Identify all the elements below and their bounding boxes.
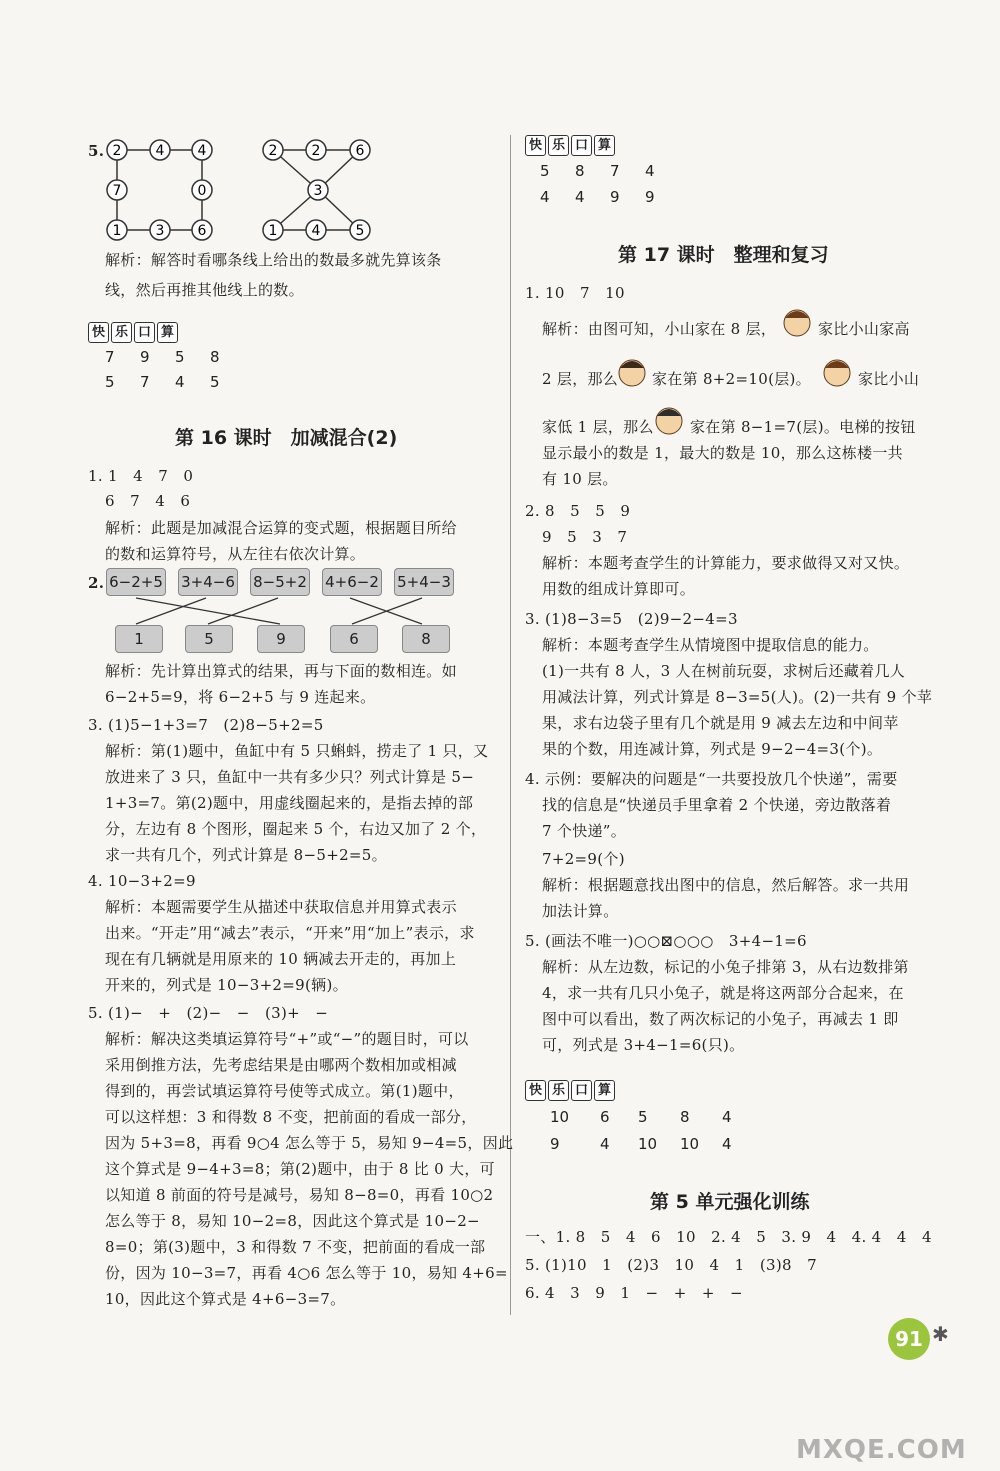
child-avatar-icon bbox=[822, 356, 852, 390]
child-avatar-icon bbox=[654, 404, 684, 438]
kuaile-kousuan-badge bbox=[525, 135, 615, 156]
graph2-node: 5 bbox=[355, 223, 365, 239]
analysis-text: (1)一共有 8 人，3 人在树前玩耍，求树后还藏着几人 bbox=[542, 662, 906, 680]
analysis-text: 解析：解答时看哪条线上给出的数最多就先算该条 bbox=[105, 251, 442, 269]
analysis-text: 份，因为 10−3=7，再看 4○6 怎么等于 10，易知 4+6= bbox=[105, 1264, 508, 1282]
analysis-text: 分，左边有 8 个图形，圈起来 5 个，右边又加了 2 个， bbox=[105, 820, 487, 838]
expression-box: 4+6−2 bbox=[322, 568, 382, 596]
analysis-text: 现在有几辆就是用原来的 10 辆减去开走的，再加上 bbox=[105, 950, 457, 968]
answer-line: 2. 8 5 5 9 bbox=[525, 502, 631, 520]
analysis-text: 放进来了 3 只，鱼缸中一共有多少只？列式计算是 5− bbox=[105, 768, 475, 786]
lesson-16-title: 第 16 课时 加减混合(2) bbox=[175, 427, 398, 449]
graph1-node: 4 bbox=[155, 143, 165, 159]
result-box: 9 bbox=[257, 625, 305, 653]
badge-char: 快 bbox=[525, 1080, 546, 1101]
kousuan-row: 5 7 4 5 bbox=[105, 373, 220, 391]
expression-box: 5+4−3 bbox=[394, 568, 454, 596]
analysis-text: 8=0；第(3)题中，3 和得数 7 不变，把前面的看成一部 bbox=[105, 1238, 486, 1256]
analysis-text: 采用倒推方法，先考虑结果是由哪两个数相加或相减 bbox=[105, 1056, 457, 1074]
answer-line: 1. 10 7 10 bbox=[525, 284, 625, 302]
analysis-text: 家比小山家高 bbox=[818, 320, 910, 338]
answer-line: 4. 10−3+2=9 bbox=[88, 872, 196, 890]
analysis-text: 有 10 层。 bbox=[542, 470, 618, 488]
answer-line: 7+2=9(个) bbox=[542, 850, 625, 868]
analysis-text: 解析：本题需要学生从描述中获取信息并用算式表示 bbox=[105, 898, 457, 916]
badge-char: 乐 bbox=[111, 322, 132, 343]
unit-5-title: 第 5 单元强化训练 bbox=[650, 1191, 810, 1213]
analysis-text: 用减法计算，列式计算是 8−3=5(人)。(2)一共有 9 个苹 bbox=[542, 688, 933, 706]
answer-line: 5. (画法不唯一)○○⊠○○○ 3+4−1=6 bbox=[525, 932, 807, 950]
graph1-node: 4 bbox=[197, 143, 207, 159]
child-avatar-icon bbox=[617, 356, 647, 390]
analysis-text: 4，求一共有几只小兔子，就是将这两部分合起来，在 bbox=[542, 984, 904, 1002]
analysis-text: 果的个数，用连减计算，列式是 9−2−4=3(个)。 bbox=[542, 740, 883, 758]
number-graph-2 bbox=[258, 135, 388, 245]
badge-char: 算 bbox=[594, 135, 615, 156]
analysis-text: 解析：解决这类填运算符号“+”或“−”的题目时，可以 bbox=[105, 1030, 469, 1048]
answer-line: 3. (1)8−3=5 (2)9−2−4=3 bbox=[525, 610, 738, 628]
analysis-text: 家低 1 层，那么 bbox=[542, 418, 654, 436]
badge-char: 口 bbox=[571, 135, 592, 156]
graph2-node: 2 bbox=[268, 143, 278, 159]
kousuan-row: 7 9 5 8 bbox=[105, 348, 220, 366]
answer-line: 6. 4 3 9 1 − + + − bbox=[525, 1284, 743, 1302]
result-box: 5 bbox=[185, 625, 233, 653]
badge-char: 快 bbox=[525, 135, 546, 156]
kousuan-row: 10 6 5 8 4 bbox=[550, 1108, 732, 1126]
watermark-url: MXQE.COM bbox=[796, 1435, 967, 1465]
analysis-text: 显示最小的数是 1，最大的数是 10，那么这栋楼一共 bbox=[542, 444, 903, 462]
answer-line: 一、1. 8 5 4 6 10 2. 4 5 3. 9 4 4. 4 4 4 bbox=[525, 1228, 932, 1246]
expression-box: 3+4−6 bbox=[178, 568, 238, 596]
analysis-text: 怎么等于 8，易知 10−2=8，因此这个算式是 10−2− bbox=[105, 1212, 480, 1230]
analysis-text: 解析：由图可知，小山家在 8 层， bbox=[542, 320, 777, 338]
analysis-text: 线，然后再推其他线上的数。 bbox=[105, 281, 304, 299]
analysis-text: 开来的，列式是 10−3+2=9(辆)。 bbox=[105, 976, 348, 994]
expression-box: 8−5+2 bbox=[250, 568, 310, 596]
analysis-text: 家在第 8+2=10(层)。 bbox=[652, 370, 811, 388]
answer-line: 7 个快递”。 bbox=[542, 822, 627, 840]
analysis-text: 解析：此题是加减混合运算的变式题，根据题目所给 bbox=[105, 519, 457, 537]
analysis-text: 解析：本题考查学生的计算能力，要求做得又对又快。 bbox=[542, 554, 910, 572]
answer-line: 找的信息是“快递员手里拿着 2 个快递，旁边散落着 bbox=[542, 796, 892, 814]
lesson-17-title: 第 17 课时 整理和复习 bbox=[618, 244, 829, 266]
analysis-text: 6−2+5=9，将 6−2+5 与 9 连起来。 bbox=[105, 688, 376, 706]
analysis-text: 可以这样想：3 和得数 8 不变，把前面的看成一部分， bbox=[105, 1108, 477, 1126]
analysis-text: 家比小山 bbox=[858, 370, 920, 388]
graph1-node: 7 bbox=[112, 183, 122, 199]
analysis-text: 家在第 8−1=7(层)。电梯的按钮 bbox=[690, 418, 916, 436]
analysis-text: 解析：根据题意找出图中的信息，然后解答。求一共用 bbox=[542, 876, 910, 894]
kuaile-kousuan-badge bbox=[525, 1080, 615, 1101]
badge-char: 乐 bbox=[548, 135, 569, 156]
analysis-text: 解析：第(1)题中，鱼缸中有 5 只蝌蚪，捞走了 1 只，又 bbox=[105, 742, 489, 760]
analysis-text: 解析：从左边数，标记的小兔子排第 3，从右边数排第 bbox=[542, 958, 909, 976]
graph1-node: 0 bbox=[197, 183, 207, 199]
graph2-node: 1 bbox=[268, 223, 278, 239]
analysis-text: 以知道 8 前面的符号是减号，易知 8−8=0，再看 10○2 bbox=[105, 1186, 494, 1204]
star-icon: ✱ bbox=[932, 1322, 949, 1346]
q5-label: 5. bbox=[88, 142, 105, 160]
graph1-node: 3 bbox=[155, 223, 165, 239]
graph1-node: 2 bbox=[112, 143, 122, 159]
graph2-node: 3 bbox=[313, 183, 323, 199]
analysis-text: 解析：本题考查学生从情境图中提取信息的能力。 bbox=[542, 636, 879, 654]
badge-char: 乐 bbox=[548, 1080, 569, 1101]
analysis-text: 10，因此这个算式是 4+6−3=7。 bbox=[105, 1290, 346, 1308]
analysis-text: 求一共有几个，列式计算是 8−5+2=5。 bbox=[105, 846, 387, 864]
analysis-text: 2 层，那么 bbox=[542, 370, 619, 388]
kousuan-row: 4 4 9 9 bbox=[540, 188, 655, 206]
badge-char: 快 bbox=[88, 322, 109, 343]
child-avatar-icon bbox=[782, 306, 812, 340]
analysis-text: 1+3=7。第(2)题中，用虚线圈起来的，是指去掉的部 bbox=[105, 794, 474, 812]
page-number: 91 bbox=[888, 1318, 930, 1360]
result-box: 8 bbox=[402, 625, 450, 653]
analysis-text: 这个算式是 9−4+3=8；第(2)题中，由于 8 比 0 大，可 bbox=[105, 1160, 495, 1178]
analysis-text: 因为 5+3=8，再看 9○4 怎么等于 5，易知 9−4=5，因此 bbox=[105, 1134, 514, 1152]
answer-line: 6 7 4 6 bbox=[105, 492, 191, 510]
graph2-node: 2 bbox=[311, 143, 321, 159]
kuaile-kousuan-badge bbox=[88, 322, 178, 343]
analysis-text: 的数和运算符号，从左往右依次计算。 bbox=[105, 545, 366, 563]
answer-line: 3. (1)5−1+3=7 (2)8−5+2=5 bbox=[88, 716, 324, 734]
answer-line: 5. (1)− + (2)− − (3)+ − bbox=[88, 1004, 329, 1022]
answer-line: 5. (1)10 1 (2)3 10 4 1 (3)8 7 bbox=[525, 1256, 817, 1274]
kousuan-row: 5 8 7 4 bbox=[540, 162, 655, 180]
result-box: 6 bbox=[330, 625, 378, 653]
graph1-node: 1 bbox=[112, 223, 122, 239]
matching-lines bbox=[100, 596, 460, 626]
badge-char: 口 bbox=[134, 322, 155, 343]
analysis-text: 果，求右边袋子里有几个就是用 9 减去左边和中间苹 bbox=[542, 714, 899, 732]
graph2-node: 4 bbox=[311, 223, 321, 239]
analysis-text: 加法计算。 bbox=[542, 902, 619, 920]
graph1-node: 6 bbox=[197, 223, 207, 239]
number-graph-1 bbox=[100, 135, 230, 245]
graph2-node: 6 bbox=[355, 143, 365, 159]
result-box: 1 bbox=[115, 625, 163, 653]
badge-char: 口 bbox=[571, 1080, 592, 1101]
badge-char: 算 bbox=[157, 322, 178, 343]
analysis-text: 解析：先计算出算式的结果，再与下面的数相连。如 bbox=[105, 662, 457, 680]
badge-char: 算 bbox=[594, 1080, 615, 1101]
answer-line: 1. 1 4 7 0 bbox=[88, 467, 194, 485]
kousuan-row: 9 4 10 10 4 bbox=[550, 1135, 732, 1153]
answer-line: 4. 示例：要解决的问题是“一共要投放几个快递”，需要 bbox=[525, 770, 898, 788]
q2-label: 2. bbox=[88, 574, 105, 592]
analysis-text: 得到的，再尝试填运算符号使等式成立。第(1)题中， bbox=[105, 1082, 464, 1100]
analysis-text: 用数的组成计算即可。 bbox=[542, 580, 696, 598]
expression-box: 6−2+5 bbox=[106, 568, 166, 596]
analysis-text: 可，列式是 3+4−1=6(只)。 bbox=[542, 1036, 745, 1054]
analysis-text: 图中可以看出，数了两次标记的小兔子，再减去 1 即 bbox=[542, 1010, 899, 1028]
analysis-text: 出来。“开走”用“减去”表示，“开来”用“加上”表示，求 bbox=[105, 924, 475, 942]
answer-line: 9 5 3 7 bbox=[542, 528, 628, 546]
